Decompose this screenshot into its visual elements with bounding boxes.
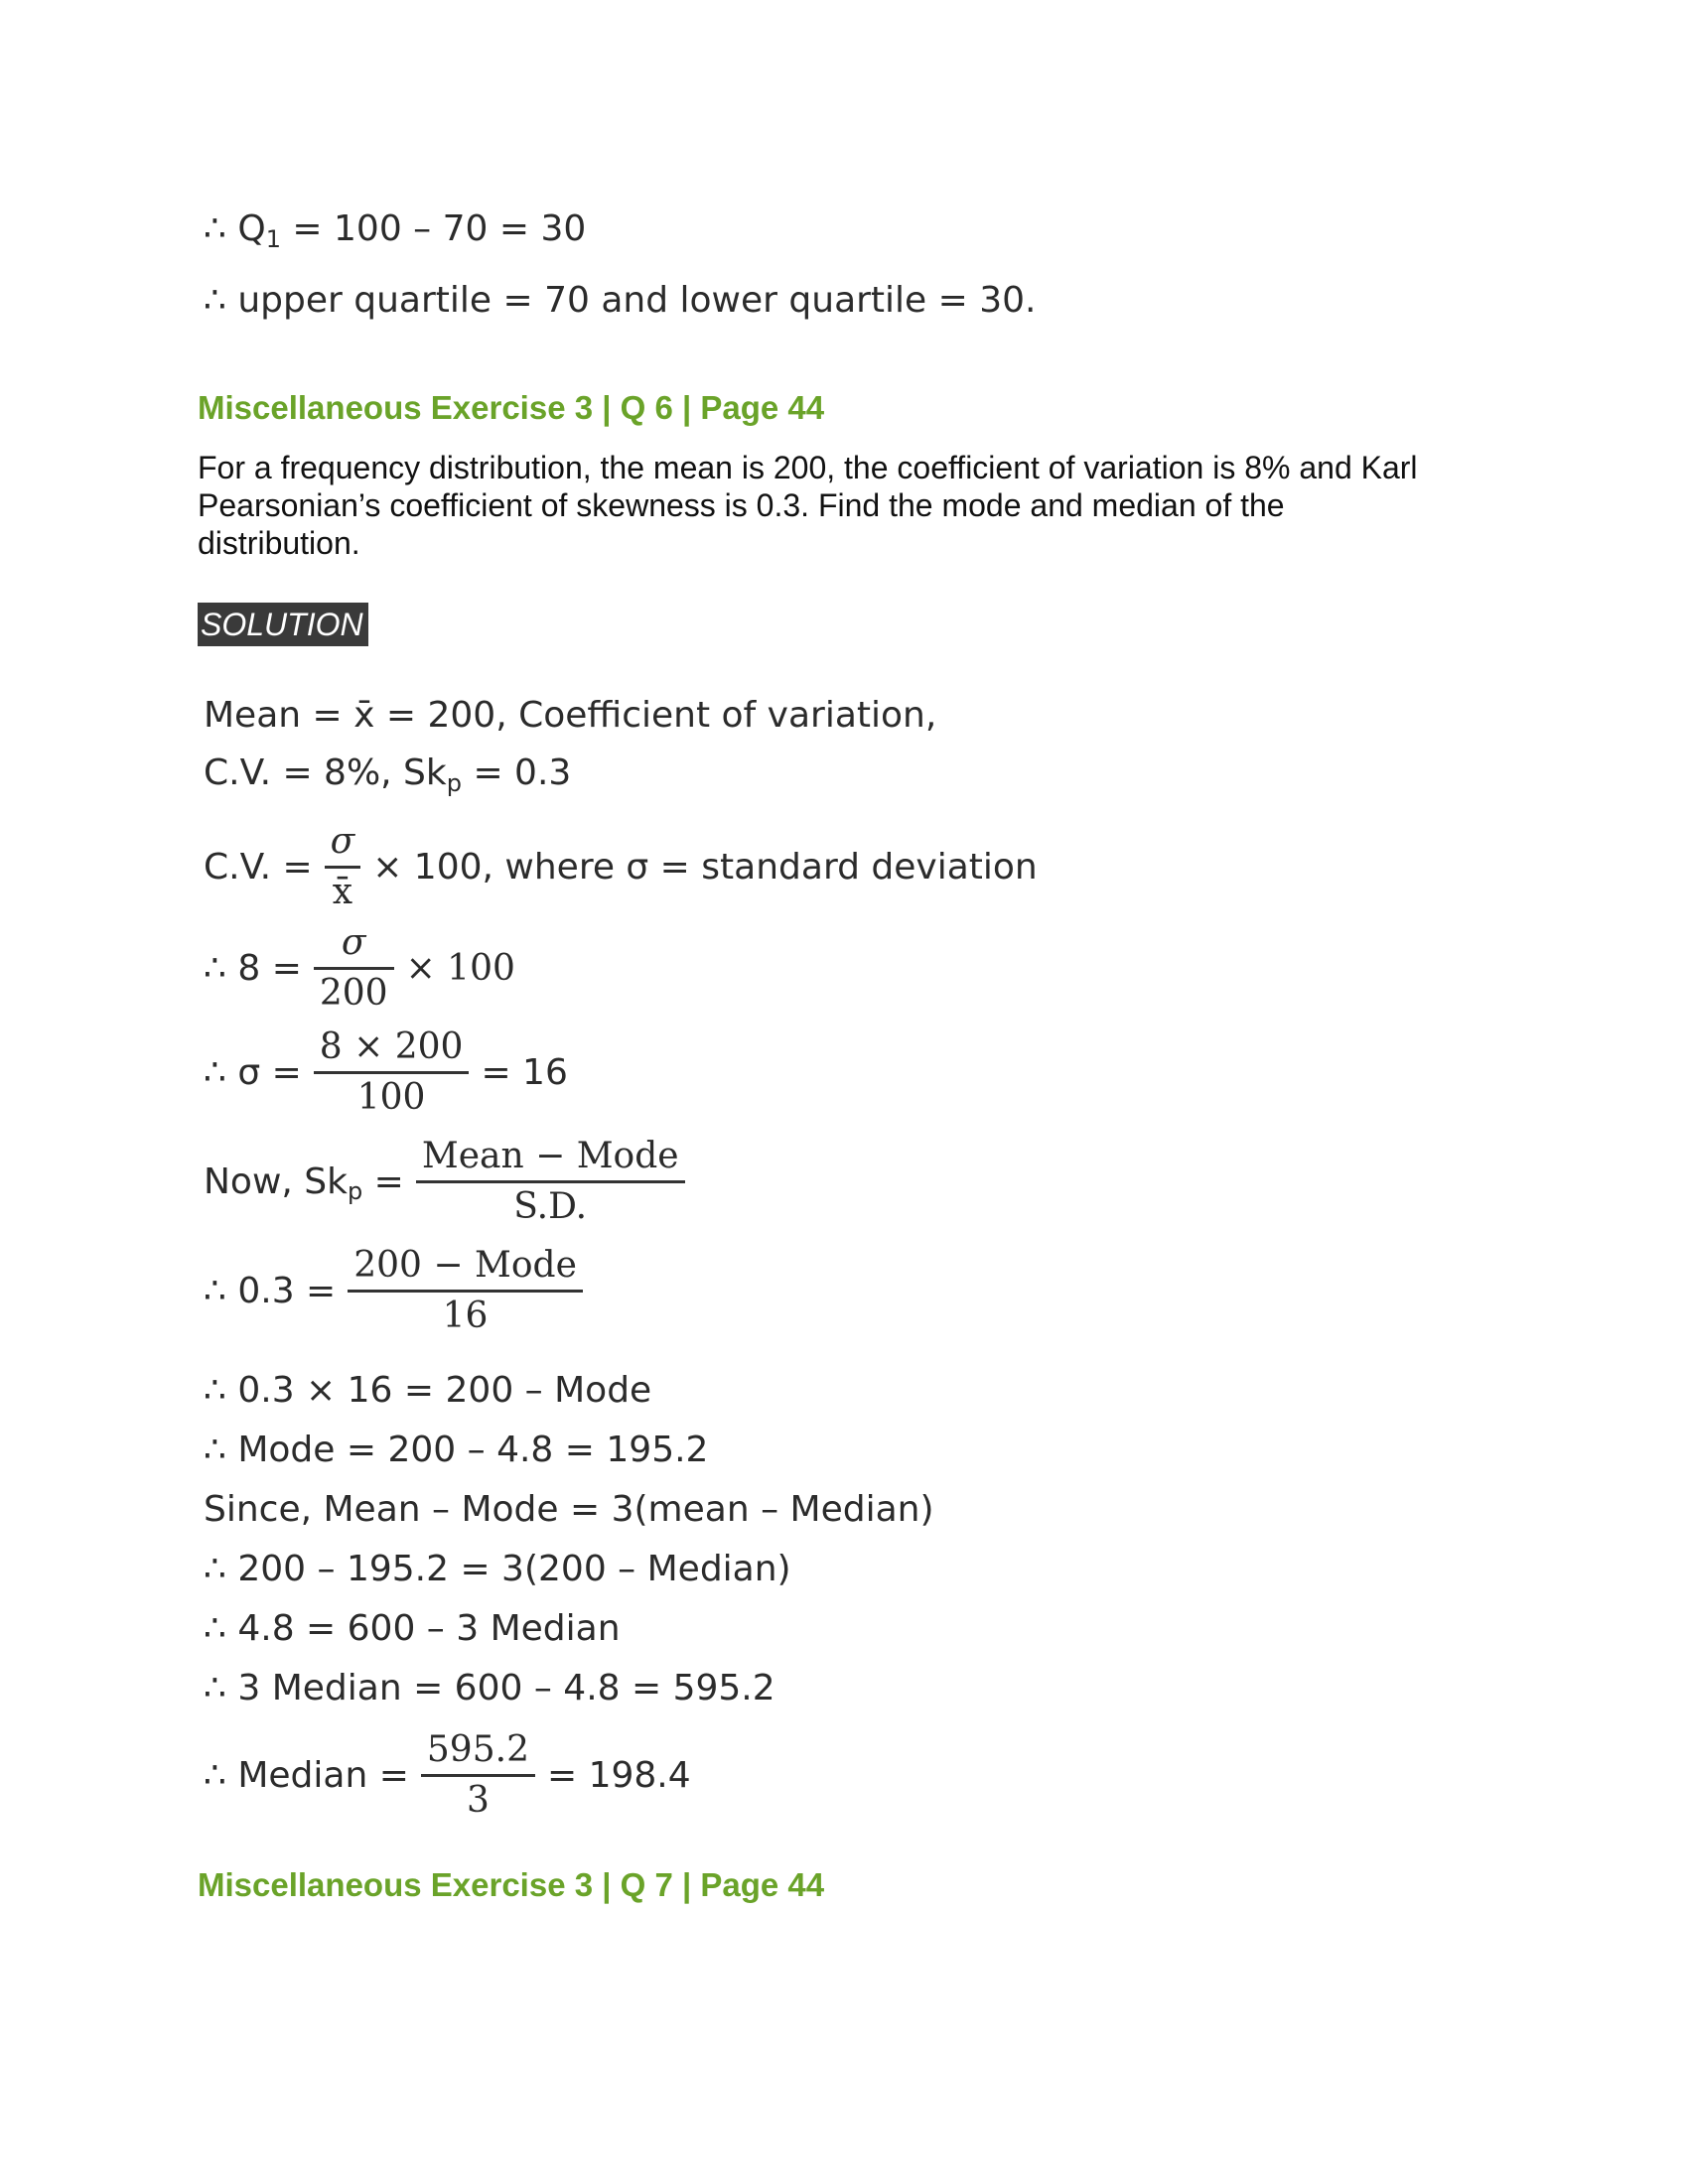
q1-text: ∴ Q	[204, 208, 266, 249]
heading-q7[interactable]: Miscellaneous Exercise 3 | Q 7 | Page 44	[198, 1866, 825, 1903]
step-mean: Mean = x̄ = 200, Coefficient of variation,	[204, 695, 937, 736]
fraction-bar	[421, 1774, 535, 1777]
solution-label: SOLUTION	[198, 603, 368, 646]
question-line-1: For a frequency distribution, the mean is 200, the coefficient of variation is 8% and Karl	[198, 450, 1418, 485]
fraction-bar	[325, 866, 361, 869]
fraction-sigma-over-xbar	[325, 822, 361, 911]
fraction-denominator: 3	[466, 1779, 490, 1821]
fraction-numerator: σ	[330, 821, 355, 862]
step-sigma	[204, 1027, 568, 1117]
step-skewness-eq: =	[362, 1160, 404, 1202]
fraction-sigma-over-200	[314, 923, 394, 1013]
step-cv-formula-lhs: C.V. =	[204, 846, 313, 887]
step-skewness-formula	[204, 1137, 697, 1226]
step-four-eight: ∴ 4.8 = 600 – 3 Median	[204, 1608, 621, 1649]
question-line-2: Pearsonian’s coefficient of skewness is 0.3. Find the mode and median of the	[198, 487, 1285, 523]
heading-q6[interactable]: Miscellaneous Exercise 3 | Q 6 | Page 44	[198, 389, 825, 426]
fraction-numerator: 595.2	[426, 1729, 529, 1770]
question-line-3: distribution.	[198, 525, 360, 561]
step-cv-text: C.V. = 8%, Sk	[204, 752, 447, 793]
fraction-denominator: S.D.	[513, 1185, 588, 1227]
step-product: ∴ 0.3 × 16 = 200 – Mode	[204, 1370, 652, 1411]
fraction-denominator: 16	[442, 1295, 489, 1336]
step-cv	[204, 752, 572, 797]
step-median-rhs: = 198.4	[546, 1754, 691, 1796]
step-relation-sub: ∴ 200 – 195.2 = 3(200 – Median)	[204, 1549, 791, 1589]
step-three-median: ∴ 3 Median = 600 – 4.8 = 595.2	[204, 1668, 775, 1708]
quartile-conclusion: ∴ upper quartile = 70 and lower quartile = 30.	[204, 280, 1037, 321]
fraction-8x200-over-100	[314, 1027, 470, 1117]
fraction-numerator: σ	[341, 922, 366, 963]
question-text	[198, 449, 1508, 562]
step-eight	[204, 923, 515, 1013]
fraction-denominator: x̄	[332, 871, 353, 912]
fraction-595-over-3	[421, 1730, 535, 1820]
step-skewness-lhs: Now, Sk	[204, 1160, 348, 1202]
fraction-bar	[314, 1071, 470, 1074]
step-eight-lhs: ∴ 8 =	[204, 947, 302, 989]
step-skewness-sub-lhs: ∴ 0.3 =	[204, 1270, 337, 1311]
fraction-200-mode-over-16	[348, 1246, 583, 1335]
step-eight-rhs: × 100	[405, 947, 515, 989]
q1-equation	[204, 208, 587, 253]
fraction-bar	[348, 1290, 583, 1293]
q1-subscript: 1	[265, 224, 281, 253]
fraction-numerator: 8 × 200	[319, 1026, 464, 1067]
fraction-numerator: Mean − Mode	[421, 1136, 679, 1176]
step-sigma-lhs: ∴ σ =	[204, 1051, 302, 1093]
fraction-denominator: 200	[319, 972, 388, 1014]
step-relation: Since, Mean – Mode = 3(mean – Median)	[204, 1489, 934, 1530]
step-median	[204, 1730, 691, 1820]
q1-rest: = 100 – 70 = 30	[280, 208, 587, 249]
step-cv-rest: = 0.3	[462, 752, 572, 793]
fraction-bar	[314, 967, 394, 970]
step-skewness-subscript: p	[347, 1177, 363, 1206]
fraction-numerator: 200 − Mode	[353, 1245, 577, 1286]
step-cv-subscript: p	[446, 768, 462, 797]
step-skewness-substituted	[204, 1246, 595, 1335]
step-mode: ∴ Mode = 200 – 4.8 = 195.2	[204, 1430, 709, 1470]
step-median-lhs: ∴ Median =	[204, 1754, 409, 1796]
step-sigma-rhs: = 16	[481, 1051, 568, 1093]
fraction-mean-mode-over-sd	[416, 1137, 685, 1226]
step-cv-formula-rhs: × 100, where σ = standard deviation	[372, 846, 1038, 887]
fraction-denominator: 100	[356, 1076, 426, 1118]
step-cv-formula	[204, 822, 1038, 911]
fraction-bar	[416, 1180, 685, 1183]
